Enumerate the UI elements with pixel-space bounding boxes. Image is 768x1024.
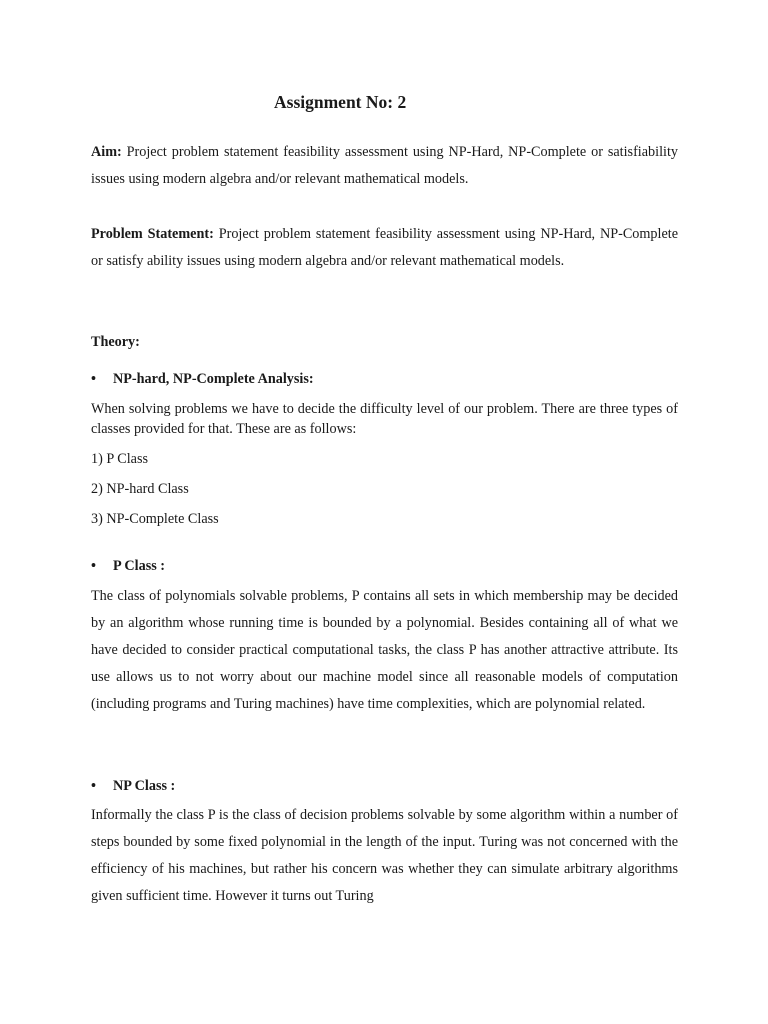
p-class-text: The class of polynomials solvable problems, P contains all sets in which membership may be decided by an algorithm whose running time is bounded by a polynomial. Besides containing all of what we have decided to consider practical computational tasks, the class P has another attractive attribute. Its use allows us to not worry about our machine model since all reasonable models of computation (including programs and Turing machines) have time complexities, which are polynomial related. (91, 588, 678, 712)
aim-label: Aim: (91, 144, 122, 160)
list-item: 1) P Class (91, 451, 149, 467)
bullet-icon: • (91, 371, 96, 387)
problem-statement-text: Project problem statement feasibility assessment using NP-Hard, NP-Complete or satisfy ability issues using modern algebra and/or relevant mathematical models. (91, 226, 679, 269)
page-title: Assignment No: 2 (274, 92, 407, 112)
p-class-heading-text: P Class : (113, 558, 166, 574)
p-class-heading (91, 556, 165, 576)
bullet-icon: • (91, 558, 96, 574)
list-item: 3) NP-Complete Class (91, 511, 219, 527)
np-analysis-heading (91, 369, 314, 389)
list-item: 2) NP-hard Class (91, 481, 189, 497)
problem-statement-label: Problem Statement: (91, 226, 214, 242)
np-class-heading-text: NP Class : (113, 778, 176, 794)
np-class-text: Informally the class P is the class of decision problems solvable by some algorithm within a number of steps bounded by some fixed polynomial in the length of the input. Turing was not concerned with the efficiency of his machines, but rather his concern was whether they can simulate arbitrary algorithms given sufficient time. However it turns out Turing (91, 807, 678, 904)
np-analysis-text: When solving problems we have to decide the difficulty level of our problem. There are three types of classes provided for that. These are as follows: (91, 401, 678, 437)
np-class-heading (91, 776, 175, 796)
np-analysis-heading-text: NP-hard, NP-Complete Analysis: (113, 371, 314, 387)
bullet-icon: • (91, 778, 96, 794)
problem-statement-paragraph (91, 221, 678, 275)
theory-heading: Theory: (91, 334, 140, 350)
aim-paragraph (91, 139, 678, 193)
aim-text: Project problem statement feasibility assessment using NP-Hard, NP-Complete or satisfiability issues using modern algebra and/or relevant mathematical models. (91, 144, 678, 187)
